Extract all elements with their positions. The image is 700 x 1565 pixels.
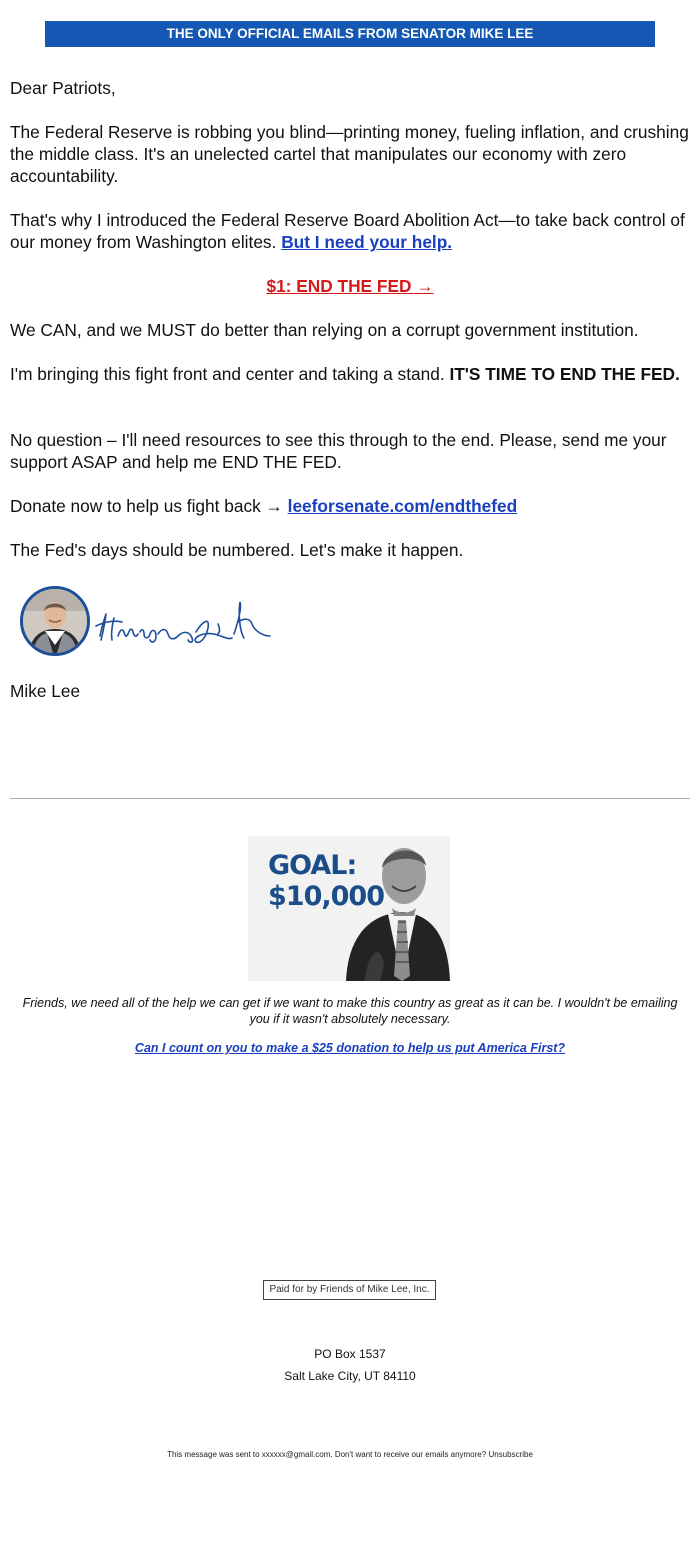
donate-now-text: Donate now to help us fight back → xyxy=(10,496,283,516)
donate-25-link[interactable]: Can I count on you to make a $25 donation to help us put America First? xyxy=(134,1041,566,1055)
unsubscribe-link[interactable]: Unsubscribe xyxy=(488,1450,533,1459)
unsubscribe-footer xyxy=(0,1450,700,1459)
paragraph-federal-reserve: The Federal Reserve is robbing you blind—printing money, fueling inflation, and crushing the middle class. It's an unelected cartel that manipulates our economy with zero accountability. xyxy=(10,122,689,186)
handwritten-signature xyxy=(92,592,277,652)
fight-front-text: I'm bringing this fight front and center and taking a stand. xyxy=(10,364,445,384)
greeting: Dear Patriots, xyxy=(10,78,116,98)
end-the-fed-donate-link[interactable]: $1: END THE FED → xyxy=(266,276,434,296)
avatar-portrait-image xyxy=(23,589,87,653)
address-city: Salt Lake City, UT 84110 xyxy=(284,1369,416,1383)
official-emails-banner: THE ONLY OFFICIAL EMAILS FROM SENATOR MIKE LEE xyxy=(45,21,655,47)
avatar xyxy=(20,586,90,656)
paragraph-days-numbered: The Fed's days should be numbered. Let's make it happen. xyxy=(10,540,464,560)
goal-label: GOAL: xyxy=(268,850,357,881)
goal-banner-image[interactable] xyxy=(248,836,450,981)
leeforsenate-link[interactable]: leeforsenate.com/endthefed xyxy=(287,496,518,516)
unsubscribe-text: This message was sent to xxxxxx@gmail.com. Don't want to receive our emails anymore? xyxy=(167,1450,487,1459)
paragraph-we-can: We CAN, and we MUST do better than relying on a corrupt government institution. xyxy=(10,320,639,340)
paragraph-fight-front xyxy=(10,363,692,385)
footer-appeal-message: Friends, we need all of the help we can get if we want to make this country as great as it can be. I wouldn't be emailing you if it wasn't absolutely necessary. xyxy=(22,996,678,1026)
paragraph-donate-now xyxy=(10,495,692,517)
donate-25-container xyxy=(0,1041,700,1055)
divider xyxy=(10,798,690,799)
goal-amount: $10,000 xyxy=(268,881,384,912)
signoff-name: Mike Lee xyxy=(10,681,81,701)
paid-for-disclaimer: Paid for by Friends of Mike Lee, Inc. xyxy=(263,1280,436,1300)
signature-block xyxy=(20,586,280,656)
senator-photo xyxy=(340,836,450,981)
paragraph-abolition-act xyxy=(10,209,692,253)
cta-container xyxy=(0,275,700,297)
need-help-link[interactable]: But I need your help. xyxy=(281,232,453,252)
end-the-fed-emphasis: IT'S TIME TO END THE FED. xyxy=(449,364,680,384)
paragraph-resources: No question – I'll need resources to see this through to the end. Please, send me your support ASAP and help me END THE FED. xyxy=(10,430,667,472)
address-po-box: PO Box 1537 xyxy=(314,1347,386,1361)
abolition-act-text: That's why I introduced the Federal Reserve Board Abolition Act—to take back control of our money from Washington elites. xyxy=(10,210,685,252)
